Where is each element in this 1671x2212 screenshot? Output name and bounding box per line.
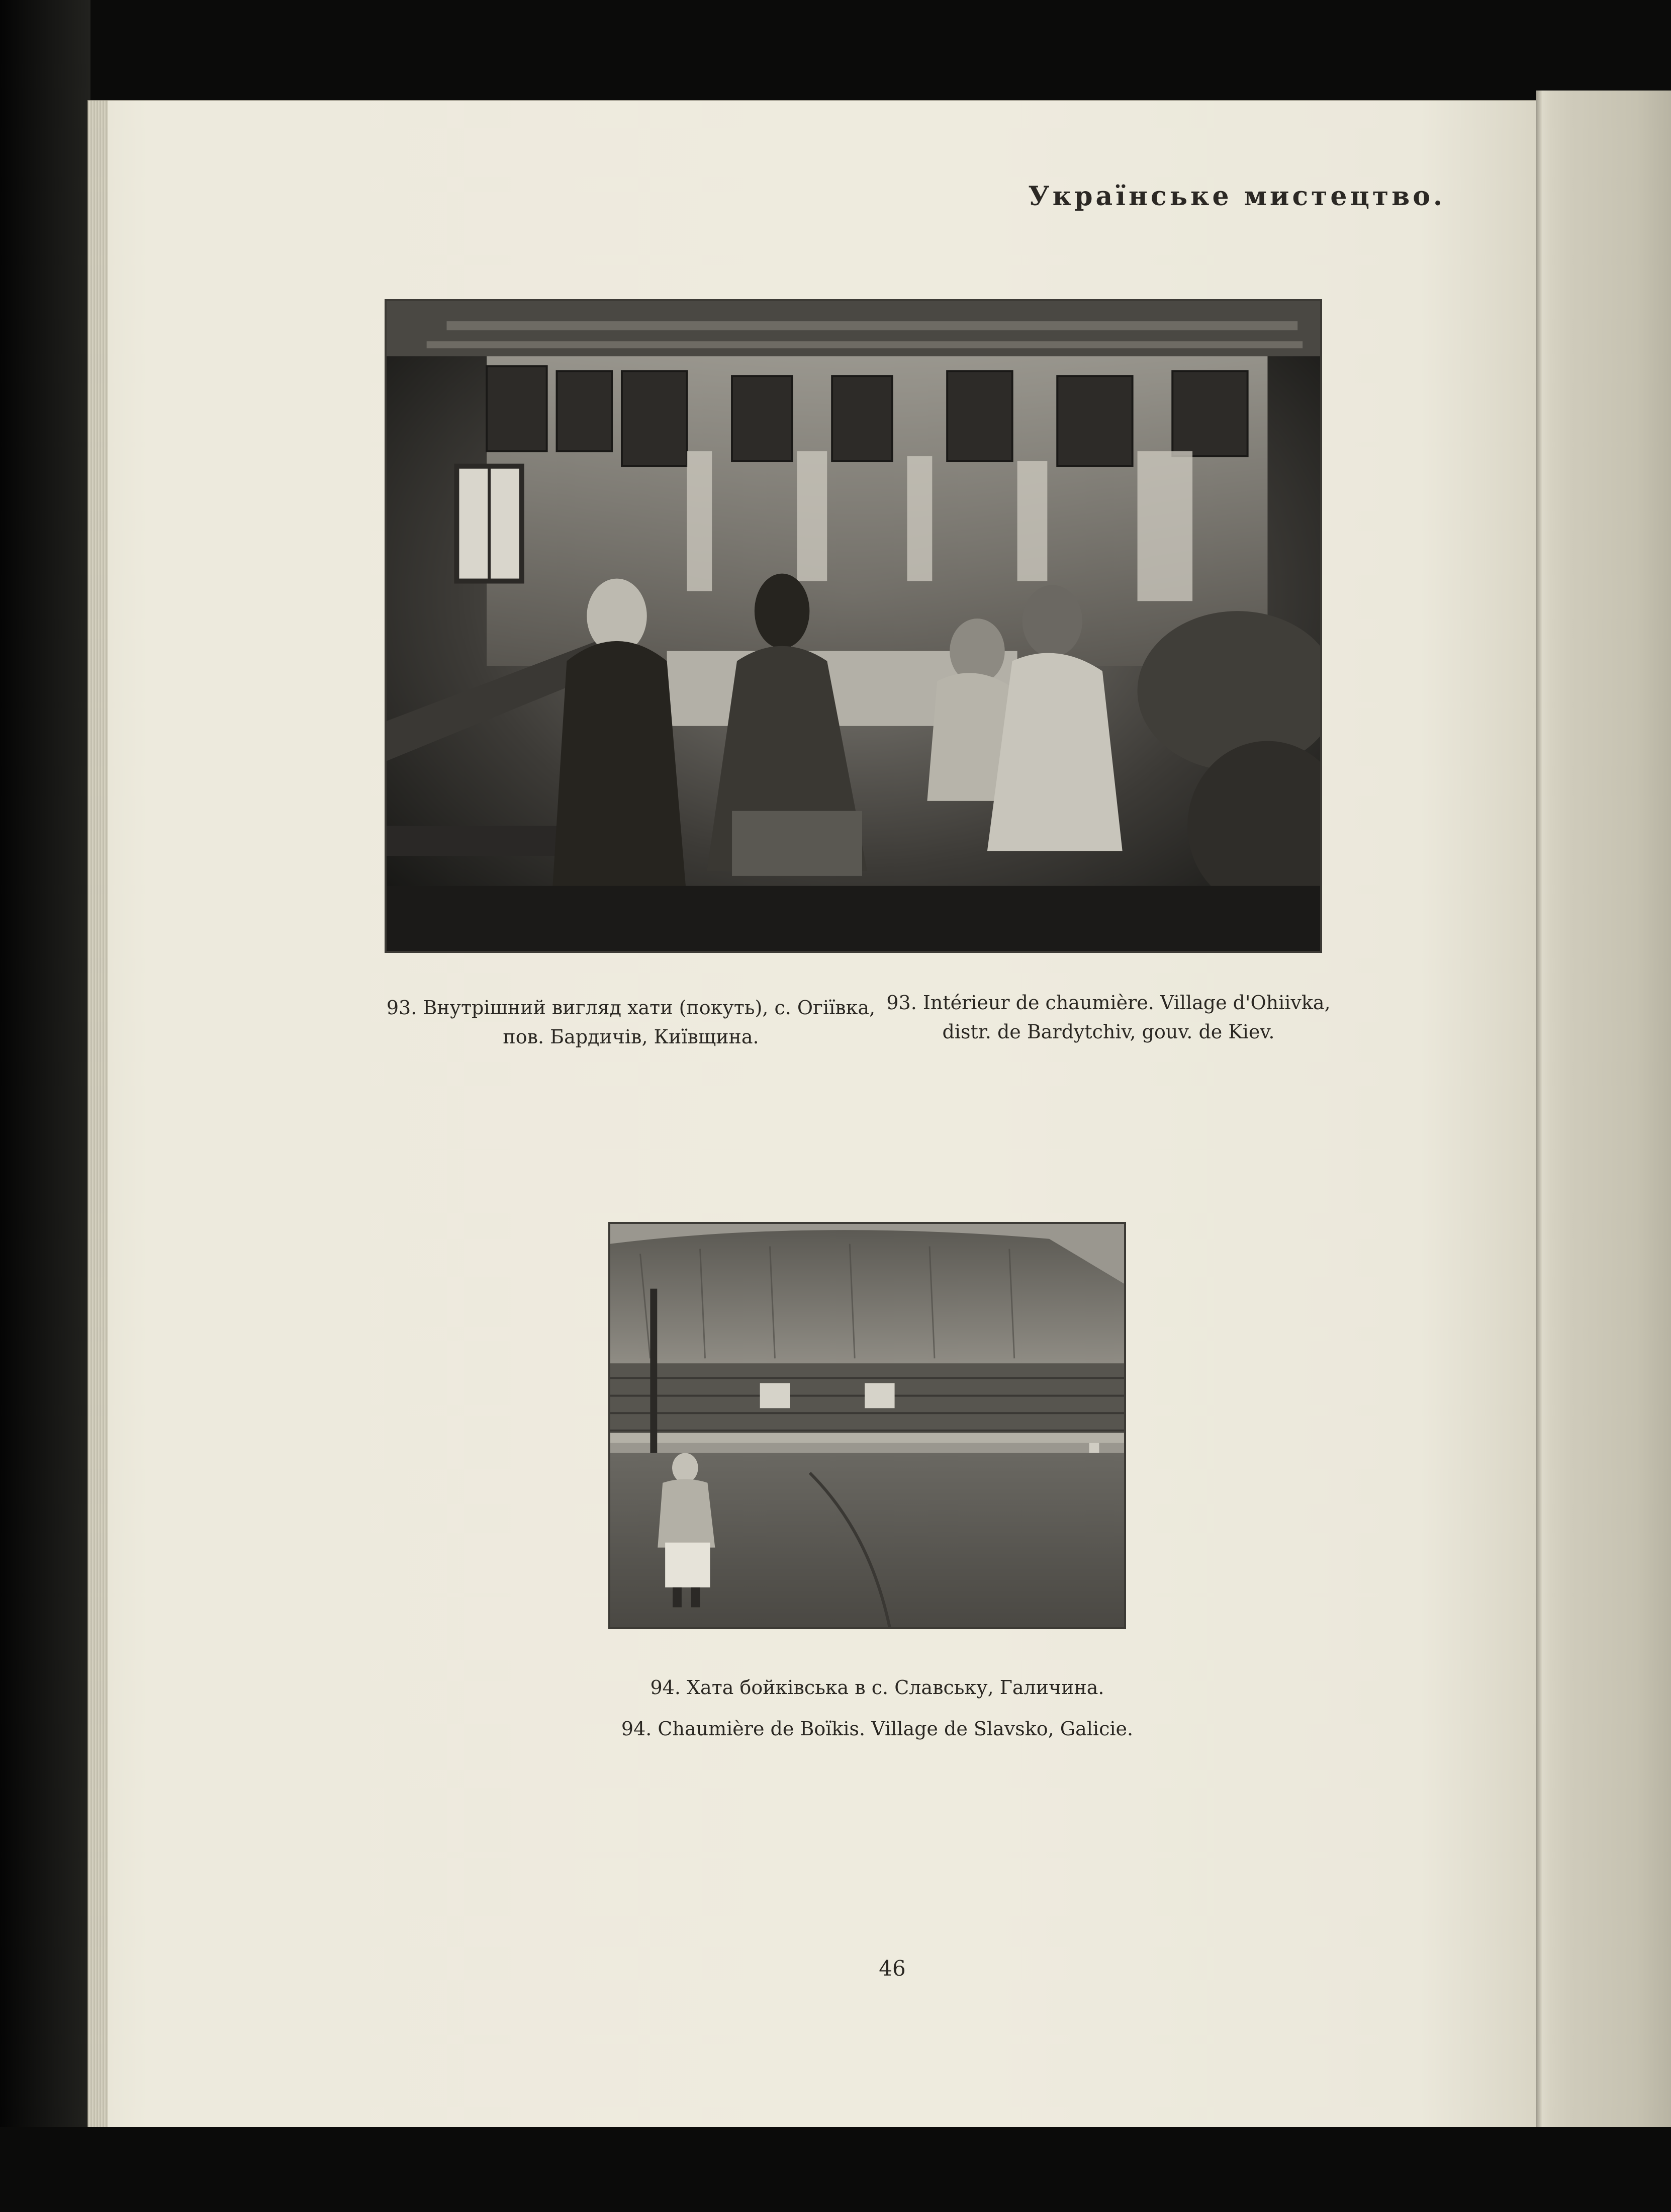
caption-line: 93. Внутрішний вигляд хати (покуть), с. Огіївка, (386, 997, 876, 1019)
photo-boyko-house (608, 1222, 1126, 1629)
caption-figure-93-ukrainian (380, 993, 882, 1051)
facing-page-edge (1536, 91, 1671, 2127)
caption-line-french: 94. Chaumière de Boïkis. Village de Slavsko, Galicie. (621, 1718, 1134, 1740)
book-page (88, 101, 1536, 2127)
page-edges (88, 101, 108, 2127)
caption-line: distr. de Bardytchiv, gouv. de Kiev. (942, 1021, 1275, 1043)
caption-figure-93-french (862, 988, 1355, 1046)
caption-line-ukrainian: 94. Хата бойківська в с. Славську, Галичина. (650, 1676, 1104, 1699)
photo-interior-of-house (385, 299, 1322, 953)
caption-line: пов. Бардичів, Київщина. (503, 1026, 759, 1048)
caption-figure-94 (530, 1667, 1224, 1749)
page-number: 46 (879, 1956, 906, 1981)
background-dark (0, 2127, 1671, 2212)
caption-line: 93. Intérieur de chaumière. Village d'Ohiivka, (886, 992, 1331, 1014)
running-head: Українське мистецтво. (1028, 181, 1445, 212)
book-binding (0, 0, 90, 2212)
